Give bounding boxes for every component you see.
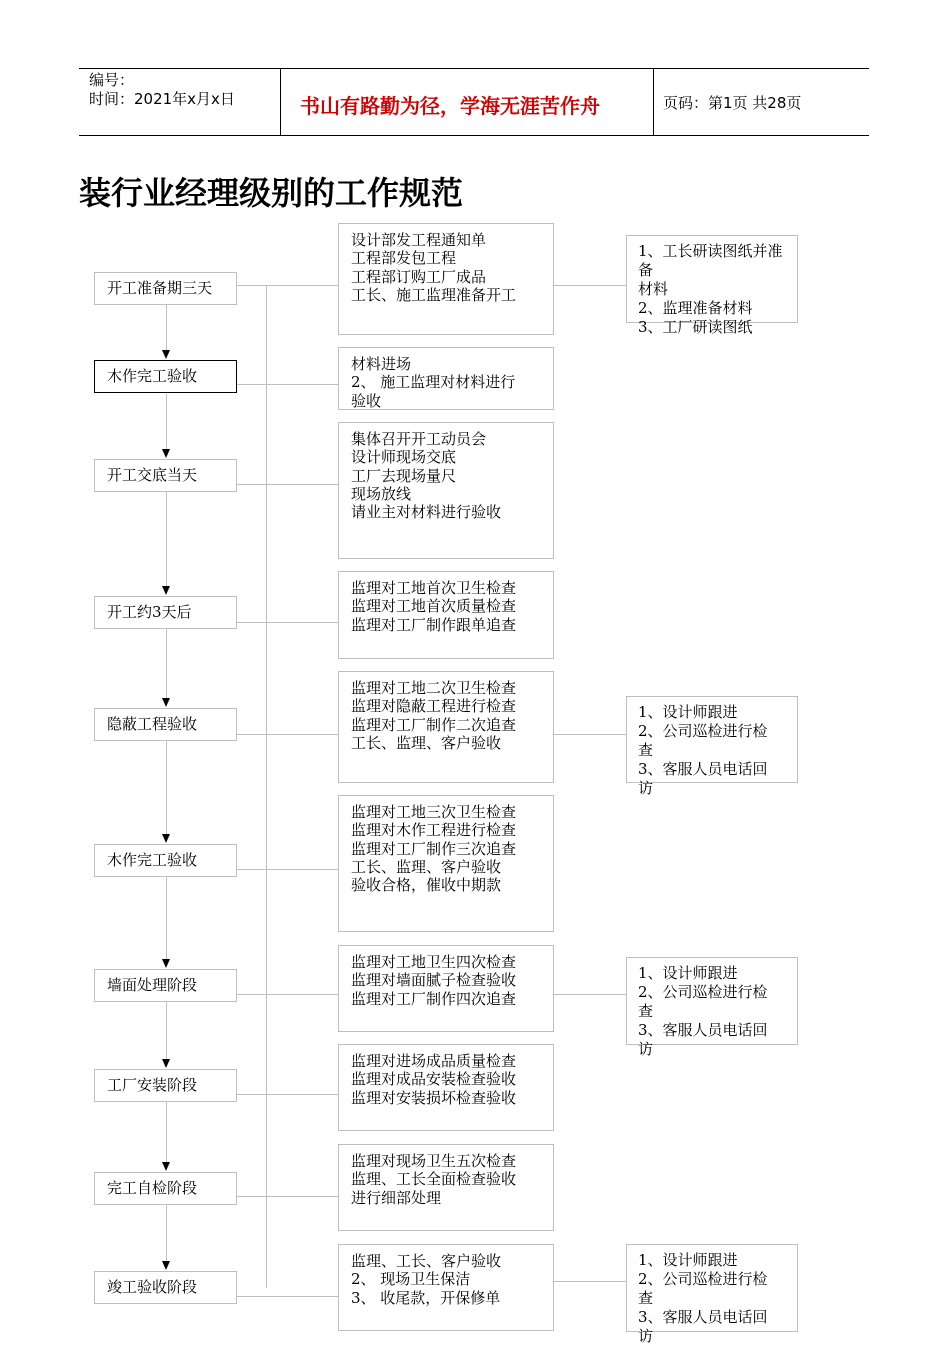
- task-line: 工程部订购工厂成品: [351, 267, 487, 286]
- step-box: 木作完工验收: [94, 844, 237, 877]
- task-connector: [237, 285, 338, 286]
- task-line: 监理对工厂制作二次追查: [351, 715, 517, 734]
- step-connector: [166, 1102, 167, 1163]
- task-box: [338, 671, 554, 783]
- down-arrow-icon: [162, 1261, 170, 1270]
- down-arrow-icon: [162, 1059, 170, 1068]
- task-connector: [237, 622, 338, 623]
- note-line: 查: [638, 1289, 654, 1307]
- step-box: 开工准备期三天: [94, 272, 237, 305]
- doc-time-label: 时间：2021年x月x日: [89, 90, 235, 108]
- task-line: 验收: [351, 391, 382, 410]
- step-box: 墙面处理阶段: [94, 969, 237, 1002]
- note-line: 1、设计师跟进: [638, 703, 738, 721]
- task-line: 监理对现场卫生五次检查: [351, 1152, 517, 1170]
- task-line: 现场放线: [351, 484, 412, 503]
- note-line: 2、公司巡检进行检: [638, 722, 768, 740]
- task-connector: [237, 1196, 338, 1197]
- task-connector: [237, 994, 338, 995]
- task-line: 集体召开开工动员会: [351, 430, 487, 448]
- task-line: 监理对成品安装检查验收: [351, 1070, 517, 1089]
- note-box: [626, 696, 798, 797]
- step-connector: [166, 305, 167, 351]
- task-box: [338, 1244, 554, 1331]
- task-line: 工程部发包工程: [351, 249, 457, 268]
- task-box: [338, 347, 554, 410]
- note-line: 3、工厂研读图纸: [638, 318, 753, 336]
- task-line: 工长、施工监理准备开工: [351, 285, 517, 304]
- task-connector: [237, 734, 338, 735]
- task-box: [338, 571, 554, 659]
- note-line: 3、客服人员电话回: [638, 1308, 768, 1326]
- note-line: 2、监理准备材料: [638, 299, 753, 317]
- task-connector: [237, 1094, 338, 1095]
- task-box: [338, 1144, 554, 1231]
- task-line: 监理对工地首次质量检查: [351, 597, 517, 616]
- task-box: [338, 1044, 554, 1131]
- note-box: [626, 957, 798, 1058]
- task-box: [338, 422, 554, 559]
- task-box: [338, 223, 554, 335]
- task-line: 工长、监理、客户验收: [351, 733, 502, 752]
- header-divider-right: [653, 68, 654, 136]
- task-line: 2、 现场卫生保洁: [351, 1270, 471, 1289]
- task-line: 2、 施工监理对材料进行: [351, 373, 516, 392]
- step-box: 木作完工验收: [94, 360, 237, 393]
- header-top-rule: [79, 68, 869, 69]
- note-line: 访: [638, 779, 654, 797]
- task-line: 监理对安装损坏检查验收: [351, 1088, 517, 1107]
- header-motto: 书山有路勤为径，学海无涯苦作舟: [300, 94, 600, 118]
- task-line: 材料进场: [351, 355, 412, 373]
- task-line: 设计师现场交底: [351, 448, 457, 467]
- down-arrow-icon: [162, 350, 170, 359]
- down-arrow-icon: [162, 449, 170, 458]
- step-box: 完工自检阶段: [94, 1172, 237, 1205]
- task-line: 进行细部处理: [351, 1188, 442, 1207]
- step-box: 开工约3天后: [94, 596, 237, 629]
- page-number-label: 页码：第1页 共28页: [663, 94, 802, 112]
- task-line: 监理对工地卫生四次检查: [351, 953, 517, 971]
- step-connector: [166, 394, 167, 450]
- task-box: [338, 945, 554, 1032]
- task-line: 设计部发工程通知单: [351, 231, 487, 249]
- note-box: [626, 235, 798, 336]
- task-connector: [237, 1296, 338, 1297]
- note-line: 查: [638, 1002, 654, 1020]
- task-line: 监理对工厂制作四次追查: [351, 989, 517, 1008]
- task-line: 请业主对材料进行验收: [351, 503, 502, 522]
- task-line: 监理、工长全面检查验收: [351, 1170, 517, 1189]
- step-box: 隐蔽工程验收: [94, 708, 237, 741]
- step-connector: [166, 629, 167, 699]
- step-box: 开工交底当天: [94, 459, 237, 492]
- task-line: 监理对工厂制作跟单追查: [351, 615, 517, 634]
- step-connector: [166, 741, 167, 835]
- task-line: 工厂去现场量尺: [351, 466, 457, 485]
- header-bottom-rule: [79, 135, 869, 136]
- step-connector: [166, 877, 167, 960]
- note-connector: [554, 994, 626, 995]
- note-line: 访: [638, 1040, 654, 1058]
- note-line: 3、客服人员电话回: [638, 1021, 768, 1039]
- task-line: 监理对木作工程进行检查: [351, 821, 517, 840]
- note-line: 2、公司巡检进行检: [638, 1270, 768, 1288]
- task-line: 监理对隐蔽工程进行检查: [351, 697, 517, 716]
- task-line: 监理对工地二次卫生检查: [351, 679, 517, 697]
- step-box: 竣工验收阶段: [94, 1271, 237, 1304]
- step-connector: [166, 1205, 167, 1262]
- note-line: 3、客服人员电话回: [638, 760, 768, 778]
- step-box: 工厂安装阶段: [94, 1069, 237, 1102]
- down-arrow-icon: [162, 959, 170, 968]
- task-line: 监理、工长、客户验收: [351, 1252, 502, 1270]
- step-connector: [166, 492, 167, 587]
- step-connector: [166, 1002, 167, 1060]
- task-line: 监理对墙面腻子检查验收: [351, 971, 517, 990]
- task-box: [338, 795, 554, 932]
- task-line: 3、 收尾款，开保修单: [351, 1288, 501, 1307]
- task-line: 监理对进场成品质量检查: [351, 1052, 517, 1070]
- note-line: 2、公司巡检进行检: [638, 983, 768, 1001]
- down-arrow-icon: [162, 1162, 170, 1171]
- note-line: 1、设计师跟进: [638, 1251, 738, 1269]
- down-arrow-icon: [162, 834, 170, 843]
- note-box: [626, 1244, 798, 1345]
- doc-number-label: 编号：: [89, 71, 135, 89]
- note-connector: [554, 285, 626, 286]
- task-line: 监理对工地首次卫生检查: [351, 579, 517, 597]
- task-line: 验收合格，催收中期款: [351, 876, 502, 895]
- note-connector: [554, 734, 626, 735]
- header-divider-left: [280, 68, 281, 136]
- down-arrow-icon: [162, 586, 170, 595]
- page-title: 装行业经理级别的工作规范: [79, 174, 464, 212]
- task-connector: [237, 869, 338, 870]
- note-connector: [554, 1281, 626, 1282]
- task-line: 监理对工厂制作三次追查: [351, 839, 517, 858]
- note-line: 访: [638, 1327, 654, 1345]
- task-connector: [237, 484, 338, 485]
- note-line: 1、工长研读图纸并准备: [638, 242, 783, 279]
- main-connector-line: [266, 285, 267, 1288]
- note-line: 材料: [638, 280, 669, 298]
- task-connector: [237, 384, 338, 385]
- task-line: 工长、监理、客户验收: [351, 857, 502, 876]
- note-line: 1、设计师跟进: [638, 964, 738, 982]
- task-line: 监理对工地三次卫生检查: [351, 803, 517, 821]
- down-arrow-icon: [162, 698, 170, 707]
- note-line: 查: [638, 741, 654, 759]
